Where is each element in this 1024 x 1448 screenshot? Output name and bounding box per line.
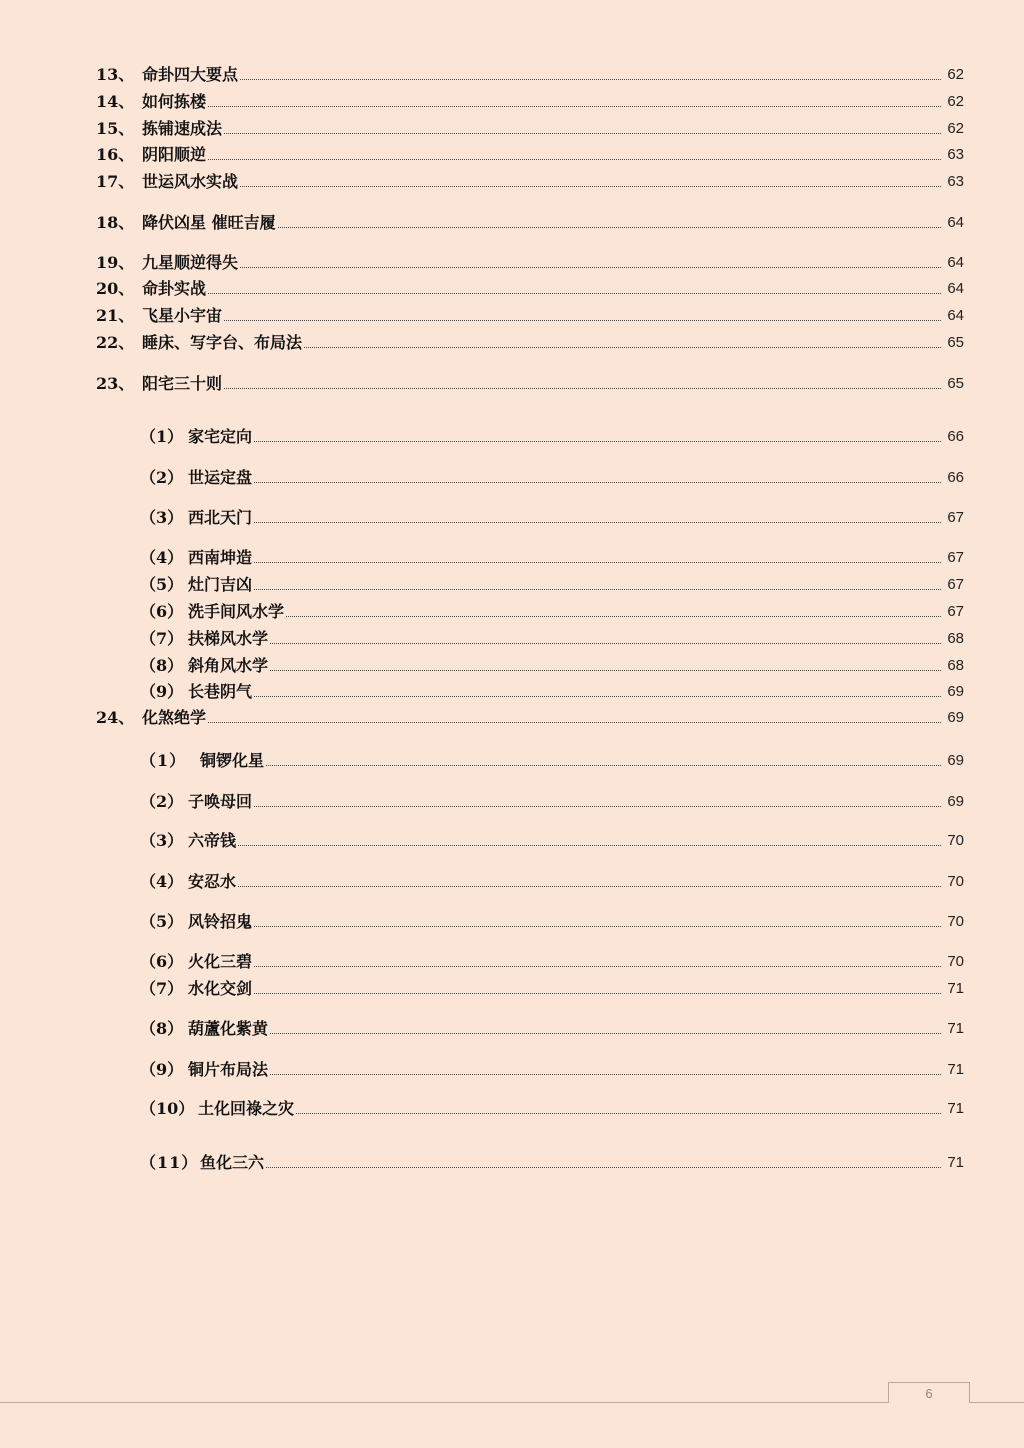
toc-entry-title: 降伏凶星 催旺吉履 [142,213,276,232]
toc-entry-number: 20、 [96,279,135,298]
footer-rule [0,1402,1024,1403]
toc-entry-number: 22、 [96,333,135,352]
toc-entry-number: （7） [140,629,184,648]
toc-entry-title: 铜片布局法 [188,1060,269,1079]
toc-entry-number: （1） [140,427,184,446]
toc-entry-page: 69 [947,793,964,810]
dot-leader [208,159,941,160]
toc-subentry[interactable] [140,869,964,891]
toc-entry-number: （7） [140,979,184,998]
toc-entry-page: 65 [947,334,964,351]
toc-entry-title: 阴阳顺逆 [142,145,207,164]
toc-subentry[interactable] [140,572,964,594]
toc-entry-page: 71 [947,1061,964,1078]
toc-subentry[interactable] [140,949,964,971]
dot-leader [278,227,941,228]
toc-subentry[interactable] [140,653,964,675]
toc-entry-title: 扶梯风水学 [188,629,269,648]
toc-subentry[interactable] [140,1096,964,1118]
dot-leader [208,293,941,294]
toc-subentry[interactable] [140,909,964,931]
toc-entry-number: （1） [140,751,187,770]
dot-leader [270,670,941,671]
dot-leader [254,522,941,523]
toc-entry-title: 化煞绝学 [142,708,207,727]
toc-entry-page: 68 [947,657,964,674]
toc-entry-title: 六帝钱 [188,831,237,850]
toc-entry-title: 命卦实战 [142,279,207,298]
dot-leader [238,845,941,846]
toc-entry[interactable] [96,303,964,325]
toc-entry-number: 13、 [96,65,135,84]
toc-entry-title: 阳宅三十则 [142,374,223,393]
toc-entry-number: （5） [140,575,184,594]
toc-entry-title: 灶门吉凶 [188,575,253,594]
dot-leader [238,886,941,887]
toc-entry-title: 子唤母回 [188,792,253,811]
dot-leader [240,267,941,268]
toc-entry-title: 飞星小宇宙 [142,306,223,325]
dot-leader [224,320,941,321]
toc-entry-number: （9） [140,682,184,701]
toc-subentry[interactable] [140,976,964,998]
toc-entry-title: 如何拣楼 [142,92,207,111]
toc-entry-page: 70 [947,873,964,890]
toc-entry-page: 71 [947,1154,964,1171]
toc-entry-title: 安忍水 [188,872,237,891]
toc-entry-number: （4） [140,872,184,891]
dot-leader [240,186,941,187]
toc-subentry[interactable] [140,1057,964,1079]
toc-entry-title: 洗手间风水学 [188,602,285,621]
toc-entry-title: 风铃招鬼 [188,912,253,931]
dot-leader [254,482,941,483]
toc-entry[interactable] [96,705,964,727]
toc-entry-page: 69 [947,752,964,769]
dot-leader [224,133,941,134]
toc-entry-page: 66 [947,428,964,445]
dot-leader [270,1074,941,1075]
dot-leader [224,388,941,389]
toc-entry-number: （3） [140,831,184,850]
toc-entry-title: 世运定盘 [188,468,253,487]
toc-entry-number: 16、 [96,145,135,164]
toc-entry-page: 64 [947,307,964,324]
dot-leader [296,1113,941,1114]
toc-entry[interactable] [96,330,964,352]
toc-entry[interactable] [96,169,964,191]
toc-entry-page: 71 [947,980,964,997]
toc-entry-number: 18、 [96,213,135,232]
toc-subentry[interactable] [140,465,964,487]
toc-entry-number: （6） [140,952,184,971]
toc-entry-page: 69 [947,683,964,700]
toc-entry-page: 71 [947,1020,964,1037]
toc-entry-page: 64 [947,280,964,297]
toc-subentry[interactable] [140,505,964,527]
toc-entry-page: 70 [947,913,964,930]
toc-entry-number: （8） [140,1019,184,1038]
dot-leader [266,1167,941,1168]
toc-entry-number: （11） [140,1153,199,1172]
dot-leader [254,993,941,994]
toc-entry-number: （6） [140,602,184,621]
toc-subentry[interactable] [140,748,964,770]
toc-subentry[interactable] [140,789,964,811]
toc-entry-page: 62 [947,120,964,137]
toc-entry-number: （4） [140,548,184,567]
dot-leader [266,765,941,766]
dot-leader [254,966,941,967]
toc-entry-title: 世运风水实战 [142,172,239,191]
page-number: 6 [925,1386,933,1401]
dot-leader [254,562,941,563]
toc-entry-title: 斜角风水学 [188,656,269,675]
toc-entry-title: 长巷阴气 [188,682,253,701]
toc-subentry[interactable] [140,626,964,648]
toc-entry-page: 65 [947,375,964,392]
toc-subentry[interactable] [140,828,964,850]
toc-entry-page: 67 [947,576,964,593]
toc-entry[interactable] [96,62,964,84]
dot-leader [208,106,941,107]
dot-leader [286,616,941,617]
toc-entry-title: 葫蘆化紫黄 [188,1019,269,1038]
dot-leader [270,643,941,644]
dot-leader [254,696,941,697]
toc-entry-title: 土化回祿之灾 [198,1099,295,1118]
toc-entry-title: 火化三碧 [188,952,253,971]
toc-entry-page: 67 [947,509,964,526]
toc-entry-number: （2） [140,468,184,487]
toc-subentry[interactable] [140,545,964,567]
toc-subentry[interactable] [140,1016,964,1038]
toc-entry[interactable] [96,116,964,138]
toc-entry-page: 63 [947,146,964,163]
toc-entry[interactable] [96,250,964,272]
toc-entry-number: （2） [140,792,184,811]
toc-entry-title: 西北天门 [188,508,253,527]
toc-subentry[interactable] [140,599,964,621]
toc-entry-number: 15、 [96,119,135,138]
toc-entry-title: 水化交剑 [188,979,253,998]
toc-entry-number: 24、 [96,708,135,727]
toc-entry-page: 68 [947,630,964,647]
toc-entry-page: 66 [947,469,964,486]
toc-entry-page: 64 [947,254,964,271]
toc-entry[interactable] [96,210,964,232]
toc-entry[interactable] [96,371,964,393]
toc-entry-page: 63 [947,173,964,190]
toc-entry-number: 17、 [96,172,135,191]
toc-entry-title: 命卦四大要点 [142,65,239,84]
toc-entry-number: 23、 [96,374,135,393]
toc-entry-page: 70 [947,953,964,970]
toc-entry-page: 62 [947,66,964,83]
toc-entry-title: 家宅定向 [188,427,253,446]
dot-leader [254,926,941,927]
toc-entry-page: 71 [947,1100,964,1117]
toc-entry-page: 62 [947,93,964,110]
toc-entry-number: （3） [140,508,184,527]
toc-entry[interactable] [96,142,964,164]
dot-leader [270,1033,941,1034]
toc-entry-title: 铜锣化星 [200,751,265,770]
toc-entry-number: 21、 [96,306,135,325]
toc-entry-page: 64 [947,214,964,231]
toc-entry-title: 西南坤造 [188,548,253,567]
toc-subentry[interactable] [140,424,964,446]
toc-entry-title: 九星顺逆得失 [142,253,239,272]
toc-entry-page: 70 [947,832,964,849]
toc-subentry[interactable] [140,1150,964,1172]
dot-leader [254,589,941,590]
toc-entry-page: 67 [947,549,964,566]
dot-leader [254,441,941,442]
toc-entry[interactable] [96,89,964,111]
toc-entry-number: （9） [140,1060,184,1079]
toc-entry-title: 鱼化三六 [200,1153,265,1172]
dot-leader [240,79,941,80]
toc-entry-number: （5） [140,912,184,931]
footer-page-tab [888,1382,970,1403]
toc-entry-number: （8） [140,656,184,675]
toc-entry-page: 69 [947,709,964,726]
toc-entry-number: 19、 [96,253,135,272]
toc-entry-number: （10） [140,1099,195,1118]
toc-entry-number: 14、 [96,92,135,111]
dot-leader [304,347,941,348]
toc-entry-title: 睡床、写字台、布局法 [142,333,303,352]
toc-entry-page: 67 [947,603,964,620]
dot-leader [254,806,941,807]
toc-entry-title: 拣铺速成法 [142,119,223,138]
toc-subentry[interactable] [140,679,964,701]
toc-entry[interactable] [96,276,964,298]
dot-leader [208,722,941,723]
